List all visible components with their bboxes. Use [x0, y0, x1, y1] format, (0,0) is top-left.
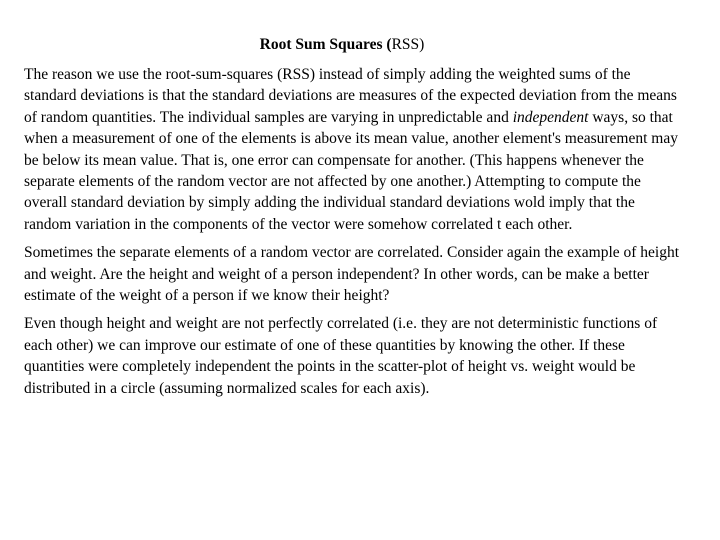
paragraph-height-weight: Even though height and weight are not perfectly correlated (i.e. they are not deterministic functions of each other) we can improve our estimate of one of these quantities by knowing the other. If these quantities were completely independent the points in the scatter-plot of height vs. weight would be distributed in a circle (assuming normalized scales for each axis). — [24, 315, 658, 397]
paragraph-correlated-elements: Sometimes the separate elements of a random vector are correlated. Consider again the example of height and weight. Are the height and weight of a person independent? In other words, can be make a better estimate of the weight of a person if we know their height? — [24, 244, 680, 305]
paragraph-rss-reason — [24, 64, 684, 235]
slide-title — [24, 34, 684, 56]
slide-title-tail: RSS) — [391, 36, 425, 53]
slide-content — [24, 34, 684, 406]
paragraph1-after: ways, so that when a measurement of one of the elements is above its mean value, another element's measurement may be below its mean value. That is, one error can compensate for another. (This happens whenever the separate elements of the random vector are not affected by one another.) Attempting to compute the overall standard deviation by simply adding the individual standard deviations wold imply that the random variation in the components of the vector were somehow correlated t each other. — [24, 108, 678, 233]
slide-title-bold: Root Sum Squares ( — [259, 36, 392, 53]
paragraph1-before: The reason we use the root-sum-squares (RSS) instead of simply adding the weighted sums of the standard deviations is that the standard deviations are measures of the expected deviation from the means of random quantities. The individual samples are varying in unpredictable and — [24, 66, 677, 126]
paragraph1-emphasis: independent — [512, 108, 589, 126]
